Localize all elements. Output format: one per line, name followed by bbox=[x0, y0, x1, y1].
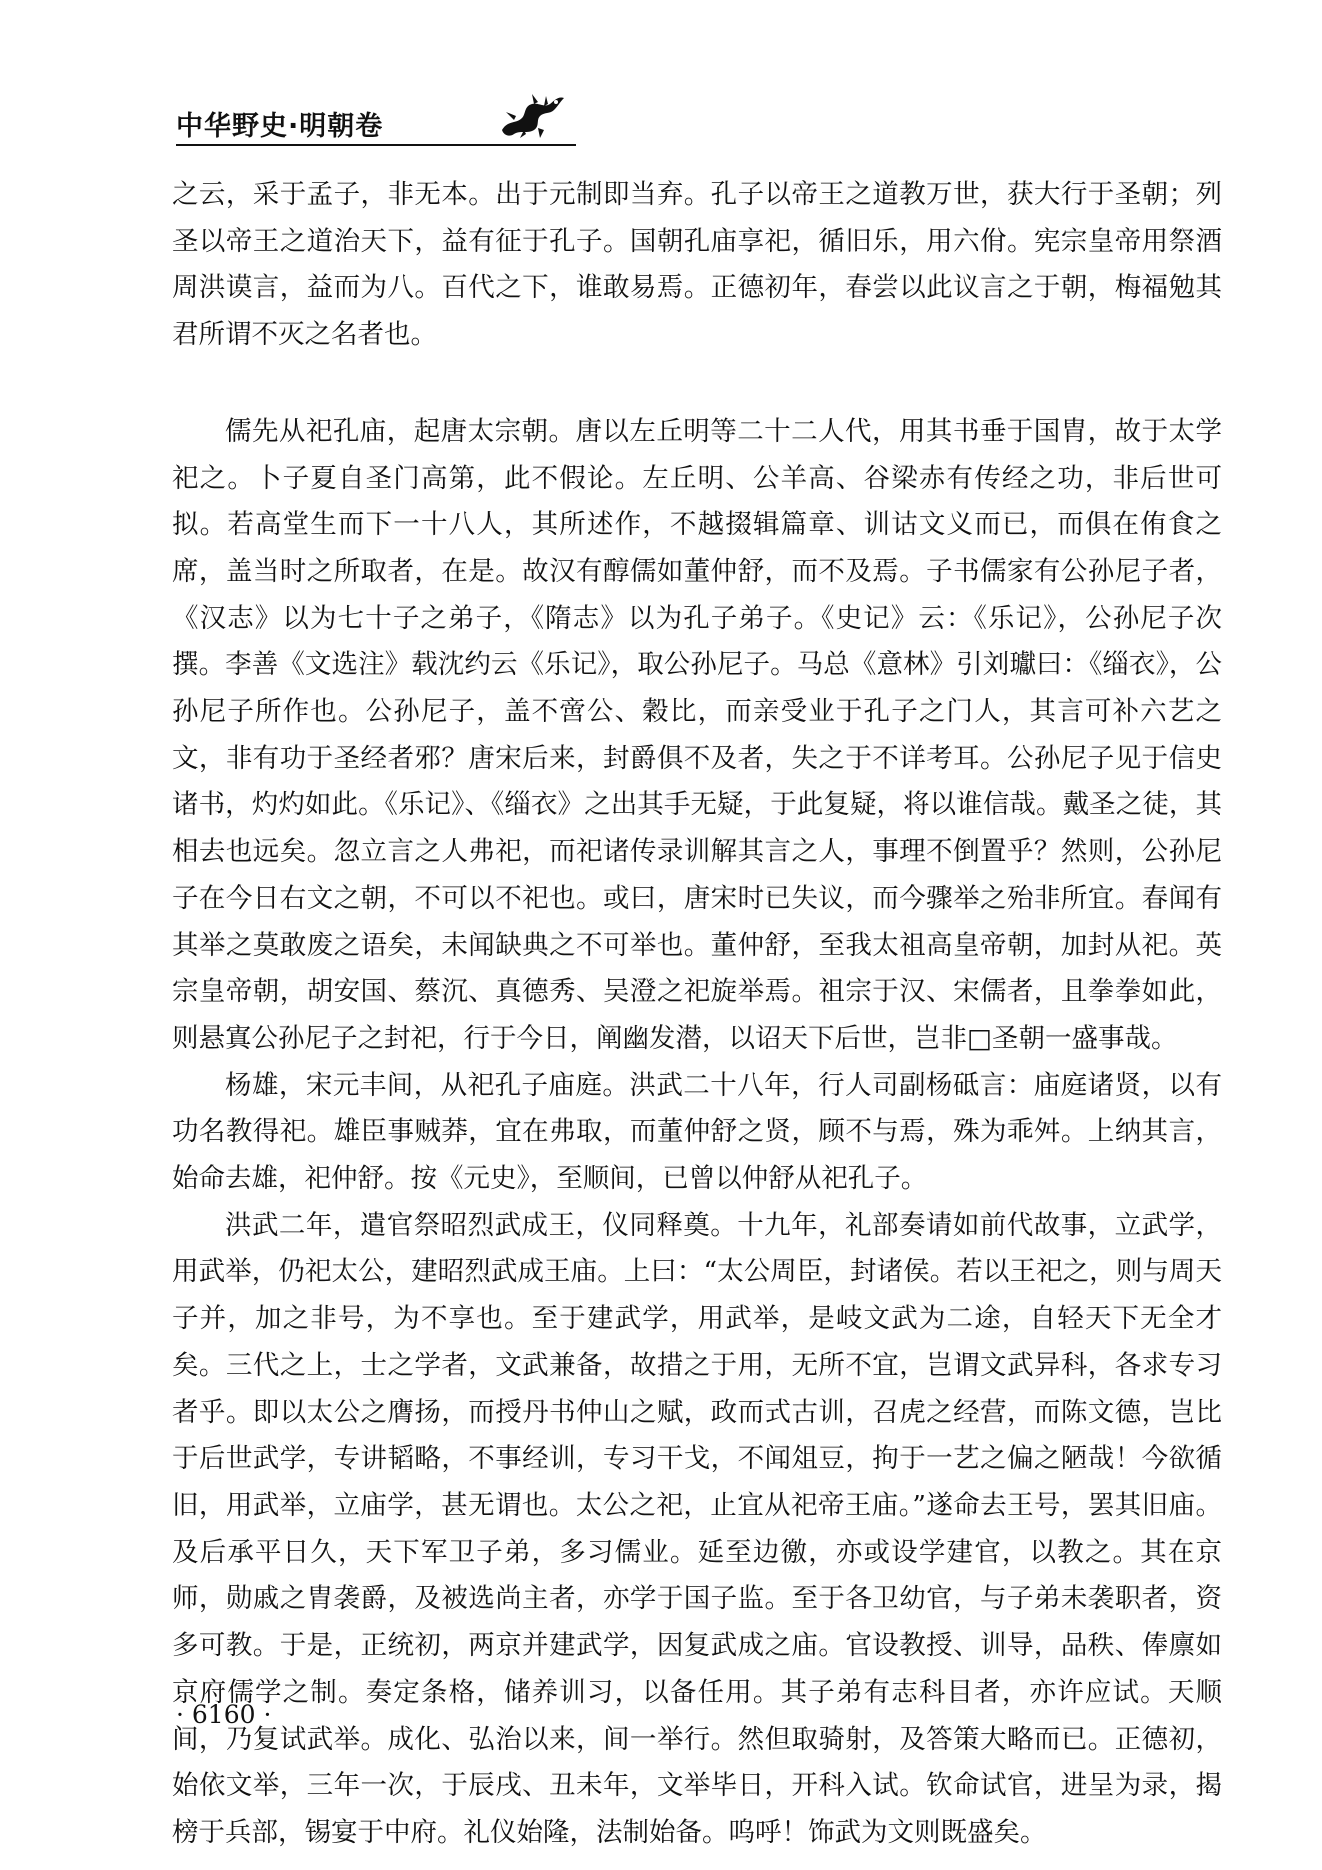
page-header bbox=[176, 86, 576, 150]
section-break bbox=[172, 359, 1222, 409]
book-title: 中华野史·明朝卷 bbox=[176, 111, 384, 142]
document-body bbox=[172, 172, 1222, 1857]
paragraph-continued: 之云，采于孟子，非无本。出于元制即当弃。孔子以帝王之道教万世，获大行于圣朝；列圣以帝王之道治天下，益有征于孔子。国朝孔庙享祀，循旧乐，用六佾。宪宗皇帝用祭酒周洪谟言，益而为八。百代之下，谁敢易焉。正德初年，春尝以此议言之于朝，梅福勉其君所谓不灭之名者也。 bbox=[172, 179, 1222, 351]
header-divider bbox=[176, 144, 576, 146]
page-number: · 6160 · bbox=[176, 1700, 272, 1729]
dragon-emblem-icon bbox=[494, 90, 568, 140]
paragraph: 洪武二年，遣官祭昭烈武成王，仪同释奠。十九年，礼部奏请如前代故事，立武学，用武举，仍祀太公，建昭烈武成王庙。上曰：“太公周臣，封诸侯。若以王祀之，则与周天子并，加之非号，为不享也。至于建武学，用武举，是岐文武为二途，自轻天下无全才矣。三代之上，士之学者，文武兼备，故措之于用，无所不宜，岂谓文武异科，各求专习者乎。即以太公之膺扬，而授丹书仲山之赋，政而式古训，召虎之经营，而陈文德，岂比于后世武学，专讲韬略，不事经训，专习干戈，不闻俎豆，拘于一艺之偏之陋哉！今欲循旧，用武举，立庙学，甚无谓也。太公之祀，止宜从祀帝王庙。”遂命去王号，罢其旧庙。及后承平日久，天下军卫子弟，多习儒业。延至边徼，亦或设学建官，以教之。其在京师，勋戚之胄袭爵，及被选尚主者，亦学于国子监。至于各卫幼官，与子弟未袭职者，资多可教。于是，正统初，两京并建武学，因复武成之庙。官设教授、训导，品秩、俸廪如京府儒学之制。奏定条格，储养训习，以备任用。其子弟有志科目者，亦许应试。天顺间，乃复试武举。成化、弘治以来，间一举行。然但取骑射，及答策大略而已。正德初，始依文举，三年一次，于辰戌、丑未年，文举毕日，开科入试。钦命试官，进呈为录，揭榜于兵部，锡宴于中府。礼仪始隆，法制始备。呜呼！饰武为文则既盛矣。 bbox=[172, 1209, 1222, 1848]
paragraph: 杨雄，宋元丰间，从祀孔子庙庭。洪武二十八年，行人司副杨砥言：庙庭诸贤，以有功名教得祀。雄臣事贼莽，宜在弗取，而董仲舒之贤，顾不与焉，殊为乖舛。上纳其言，始命去雄，祀仲舒。按《元史》，至顺间，已曾以仲舒从祀孔子。 bbox=[172, 1069, 1222, 1195]
paragraph: 儒先从祀孔庙，起唐太宗朝。唐以左丘明等二十二人代，用其书垂于国胄，故于太学祀之。卜子夏自圣门高第，此不假论。左丘明、公羊高、谷梁赤有传经之功，非后世可拟。若高堂生而下一十八人，其所述作，不越掇辑篇章、训诂文义而已，而俱在侑食之席，盖当时之所取者，在是。故汉有醇儒如董仲舒，而不及焉。子书儒家有公孙尼子者，《汉志》以为七十子之弟子，《隋志》以为孔子弟子。《史记》云：《乐记》，公孙尼子次撰。李善《文选注》载沈约云《乐记》，取公孙尼子。马总《意林》引刘瓛曰：《缁衣》，公孙尼子所作也。公孙尼子，盖不啻公、穀比，而亲受业于孔子之门人，其言可补六艺之文，非有功于圣经者邪？唐宋后来，封爵俱不及者，失之于不详考耳。公孙尼子见于信史诸书，灼灼如此。《乐记》、《缁衣》之出其手无疑，于此复疑，将以谁信哉。戴圣之徒，其相去也远矣。忽立言之人弗祀，而祀诸传录训解其言之人，事理不倒置乎？然则，公孙尼子在今日右文之朝，不可以不祀也。或曰，唐宋时已失议，而今骤举之殆非所宜。春闻有其举之莫敢废之语矣，未闻缺典之不可举也。董仲舒，至我太祖高皇帝朝，加封从祀。英宗皇帝朝，胡安国、蔡沉、真德秀、吴澄之祀旋举焉。祖宗于汉、宋儒者，且拳拳如此，则悬寘公孙尼子之封祀，行于今日，阐幽发潜，以诏天下后世，岂非□圣朝一盛事哉。 bbox=[172, 415, 1222, 1054]
